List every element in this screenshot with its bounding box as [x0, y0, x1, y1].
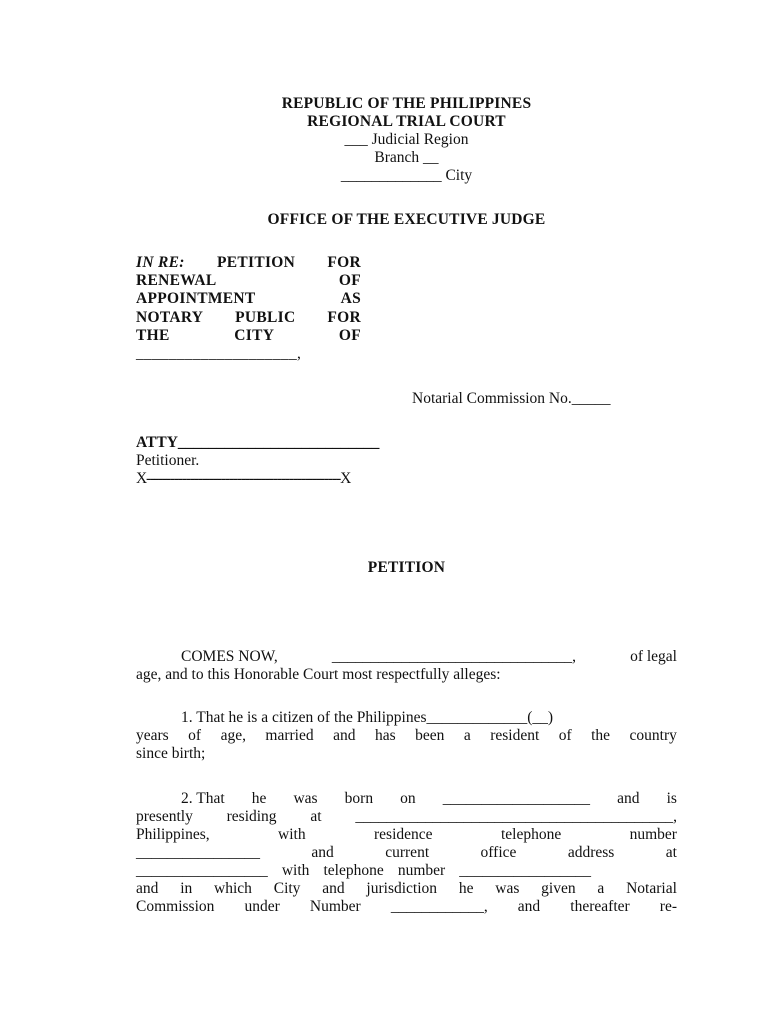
word: at	[310, 808, 322, 825]
word: in	[180, 880, 193, 897]
word: he	[251, 790, 267, 807]
word: Philippines,	[136, 826, 210, 843]
address-blank: _________________________________________,	[355, 808, 677, 825]
word: with	[278, 826, 306, 843]
word: current	[385, 844, 430, 861]
text-line: since birth;	[136, 745, 206, 762]
word: Commission	[136, 898, 215, 915]
text-line: age, and to this Honorable Court most respectfully alleges:	[136, 666, 501, 683]
word: re-	[659, 898, 677, 915]
text-line	[136, 648, 677, 666]
notarial-commission-no: Notarial Commission No._____	[412, 390, 611, 407]
word: country	[629, 727, 677, 744]
word: address	[567, 844, 615, 861]
phone-blank: ________________	[136, 844, 260, 861]
in-re-city-blank: ____________________,	[136, 345, 302, 363]
date-blank: ___________________	[442, 790, 591, 807]
commission-number-blank: ____________,	[390, 898, 488, 915]
word: number	[397, 862, 446, 879]
word: resident	[490, 727, 540, 744]
word: 2. That	[181, 790, 225, 807]
word: born	[344, 790, 374, 807]
caption-divider: X-------------------------------------------------X	[136, 470, 351, 487]
office-phone-blank: _________________	[459, 862, 591, 879]
word: residing	[226, 808, 277, 825]
text-line	[136, 808, 677, 826]
petitioner-label: Petitioner.	[136, 452, 200, 469]
paragraph-1	[136, 709, 677, 763]
petitioner-atty: ATTY__________________________	[136, 434, 380, 451]
text-line	[136, 844, 677, 862]
word: jurisdiction	[366, 880, 438, 897]
word: which	[214, 880, 252, 897]
text-line	[136, 790, 677, 808]
word: of	[188, 727, 202, 744]
word: was	[293, 790, 318, 807]
in-re-word: AS	[340, 290, 361, 308]
header-city: _____________ City	[340, 167, 473, 184]
text-line	[136, 898, 677, 916]
word: has	[374, 727, 396, 744]
word: and	[617, 790, 640, 807]
in-re-word: FOR	[327, 254, 361, 271]
word: and	[517, 898, 541, 915]
in-re-caption	[136, 254, 361, 363]
office-address-blank: _________________	[136, 862, 268, 879]
in-re-word: RENEWAL	[136, 272, 217, 290]
word: was	[495, 880, 520, 897]
word: of legal	[630, 648, 677, 665]
in-re-label: IN RE:	[136, 254, 185, 271]
in-re-word: PUBLIC	[235, 308, 296, 326]
word: City	[273, 880, 301, 897]
word: and	[333, 727, 356, 744]
word: office	[480, 844, 517, 861]
header-region: ___ Judicial Region	[344, 131, 469, 148]
in-re-line	[136, 345, 361, 363]
word: given	[541, 880, 576, 897]
word: telephone	[323, 862, 384, 879]
in-re-line	[136, 272, 361, 290]
intro-paragraph	[136, 648, 677, 684]
in-re-line	[136, 327, 361, 345]
document-title: PETITION	[367, 559, 446, 576]
word: number	[629, 826, 677, 843]
word: and	[311, 844, 334, 861]
word: years	[136, 727, 169, 744]
word: a	[597, 880, 605, 897]
word: presently	[136, 808, 193, 825]
word: the	[591, 727, 611, 744]
in-re-line	[136, 309, 361, 327]
name-blank: _______________________________,	[331, 648, 576, 665]
in-re-word: OF	[338, 272, 361, 290]
in-re-word: NOTARY	[136, 308, 204, 326]
word: with	[281, 862, 310, 879]
word: Number	[309, 898, 361, 915]
word: at	[665, 844, 677, 861]
word: and	[322, 880, 345, 897]
word: Notarial	[626, 880, 677, 897]
in-re-word: OF	[338, 326, 361, 344]
word: residence	[374, 826, 433, 843]
in-re-line	[136, 290, 361, 308]
header-branch: Branch __	[374, 149, 439, 166]
text-line	[136, 727, 677, 745]
word: married	[265, 727, 314, 744]
word: of	[558, 727, 572, 744]
header-court: REGIONAL TRIAL COURT	[307, 113, 506, 130]
word: and	[136, 880, 159, 897]
word: COMES NOW,	[181, 648, 278, 665]
word: he	[458, 880, 474, 897]
text-line: 1. That he is a citizen of the Philippines_____________(__)	[181, 709, 554, 726]
header-republic: REPUBLIC OF THE PHILIPPINES	[281, 95, 532, 112]
text-line	[136, 880, 677, 898]
word: a	[463, 727, 471, 744]
in-re-word: CITY	[234, 326, 275, 344]
in-re-word: APPOINTMENT	[136, 290, 256, 308]
text-line	[136, 862, 591, 880]
word: on	[400, 790, 416, 807]
word: thereafter	[570, 898, 630, 915]
in-re-word: FOR	[327, 308, 361, 326]
word: is	[666, 790, 677, 807]
word: telephone	[500, 826, 562, 843]
word: age,	[220, 727, 246, 744]
in-re-word: PETITION	[216, 254, 296, 271]
paragraph-2	[136, 790, 677, 916]
in-re-line	[136, 254, 361, 272]
in-re-word: THE	[136, 326, 170, 344]
word: been	[415, 727, 445, 744]
word: under	[244, 898, 280, 915]
header-office: OFFICE OF THE EXECUTIVE JUDGE	[267, 211, 546, 228]
text-line	[136, 826, 677, 844]
